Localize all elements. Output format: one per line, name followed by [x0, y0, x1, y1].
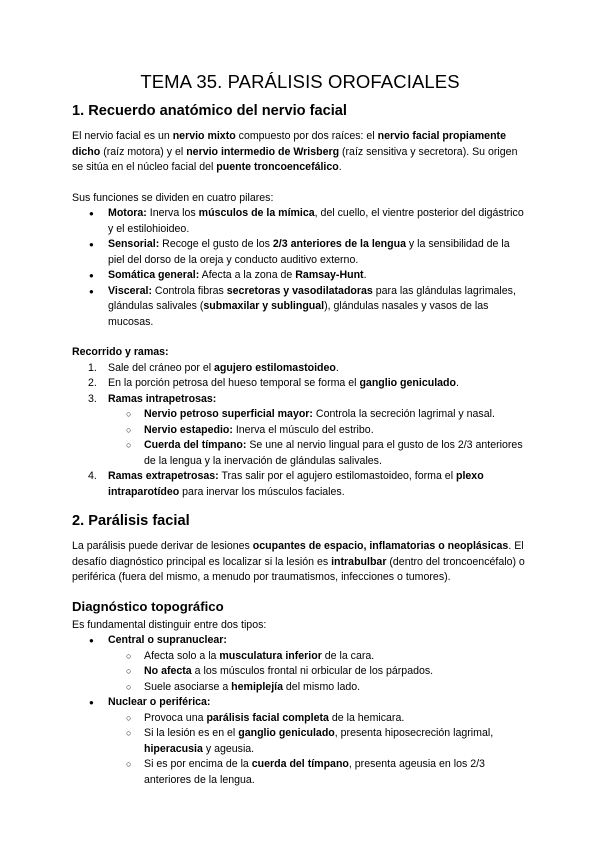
- route-item-2: 2. En la porción petrosa del hueso temporal se forma el ganglio geniculado.: [88, 377, 459, 389]
- peripheral-feature: ○ Provoca una parálisis facial completa de la hemicara.: [108, 711, 528, 727]
- central-feature: ○ No afecta a los músculos frontal ni orbicular de los párpados.: [108, 664, 528, 680]
- peripheral-feature: ○ Si la lesión es en el ganglio geniculado, presenta hiposecreción lagrimal, hiperacusia y ageusia.: [108, 726, 528, 757]
- functions-list: [72, 206, 528, 330]
- central-features-list: [108, 649, 528, 696]
- peripheral-feature: ○ Si es por encima de la cuerda del tímpano, presenta ageusia en los 2/3 anteriores de la lengua.: [108, 757, 528, 788]
- intrapetrosal-branches-list: [108, 407, 528, 469]
- route-item-3: 3. Ramas intrapetrosas: ○ Nervio petroso superficial mayor: Controla la secreción lagrimal y nasal. ○ Nervio estapedio: Inerva el músculo del estribo. ○ Cuerda del tímpano: Se une al nervio lingual para el gusto de los 2/3 anteriores de la lengua y la inervación de glándulas salivales.: [72, 392, 528, 470]
- branch-estapedio: ○ Nervio estapedio: Inerva el músculo del estribo.: [108, 423, 528, 439]
- route-item-1: 1. Sale del cráneo por el agujero estilomastoideo.: [88, 361, 339, 374]
- function-item-visceral: ● Visceral: Controla fibras secretoras y vasodilatadoras para las glándulas lagrimales, glándulas salivales (submaxilar y sublingual), glándulas nasales y vasos de las mucosas.: [72, 284, 528, 331]
- paralysis-types-list: [72, 633, 528, 788]
- topographic-intro: Es fundamental distinguir entre dos tipos:: [72, 618, 267, 631]
- type-peripheral: ● Nuclear o periférica: ○ Provoca una parálisis facial completa de la hemicara. ○ Si la lesión es en el ganglio geniculado, presenta hiposecreción lagrimal, hiperacusia y ageusia. ○ Si es por encima de la cuerda del tímpano, presenta ageusia en los 2/3 anteriores de la lengua.: [72, 695, 528, 788]
- branch-cuerda-timpano: ○ Cuerda del tímpano: Se une al nervio lingual para el gusto de los 2/3 anteriores de la lengua y la inervación de glándulas salivales.: [108, 438, 528, 469]
- branch-petroso: ○ Nervio petroso superficial mayor: Controla la secreción lagrimal y nasal.: [108, 407, 528, 423]
- central-feature: ○ Afecta solo a la musculatura inferior de la cara.: [108, 649, 528, 665]
- type-central: ● Central o supranuclear: ○ Afecta solo a la musculatura inferior de la cara. ○ No afecta a los músculos frontal ni orbicular de los párpados. ○ Suele asociarse a hemiplejía del mismo lado.: [72, 633, 528, 695]
- peripheral-features-list: [108, 711, 528, 789]
- route-heading: Recorrido y ramas:: [72, 346, 169, 358]
- route-item-4: 4. Ramas extrapetrosas: Tras salir por el agujero estilomastoideo, forma el plexo intraparotídeo para inervar los músculos faciales.: [88, 470, 484, 498]
- section-2-intro: La parálisis puede derivar de lesiones ocupantes de espacio, inflamatorias o neoplásicas. El desafío diagnóstico principal es localizar si la lesión es intrabulbar (dentro del troncoencéfalo) o periférica (fuera del mismo, a menudo por traumatismos, infecciones o tumores).: [72, 540, 525, 583]
- section-1-intro: El nervio facial es un nervio mixto compuesto por dos raíces: el nervio facial propiamente dicho (raíz motora) y el nervio intermedio de Wrisberg (raíz sensitiva y secretora). Su origen se sitúa en el núcleo facial del puente troncoencefálico.: [72, 130, 518, 173]
- function-item-somatica: ● Somática general: Afecta a la zona de Ramsay-Hunt.: [72, 268, 528, 284]
- page-title: TEMA 35. PARÁLISIS OROFACIALES: [140, 71, 460, 92]
- central-feature: ○ Suele asociarse a hemiplejía del mismo lado.: [108, 680, 528, 696]
- route-list: [72, 361, 528, 501]
- functions-intro: Sus funciones se dividen en cuatro pilares:: [72, 191, 274, 204]
- document-page: [72, 70, 528, 788]
- section-1-heading: 1. Recuerdo anatómico del nervio facial: [72, 103, 347, 119]
- section-2-heading: 2. Parálisis facial: [72, 513, 190, 529]
- topographic-diagnosis-heading: Diagnóstico topográfico: [72, 598, 224, 614]
- function-item-sensorial: ● Sensorial: Recoge el gusto de los 2/3 anteriores de la lengua y la sensibilidad de la piel del dorso de la oreja y conducto auditivo externo.: [72, 237, 528, 268]
- function-item-motora: ● Motora: Inerva los músculos de la mímica, del cuello, el vientre posterior del digástrico y el estilohioideo.: [72, 206, 528, 237]
